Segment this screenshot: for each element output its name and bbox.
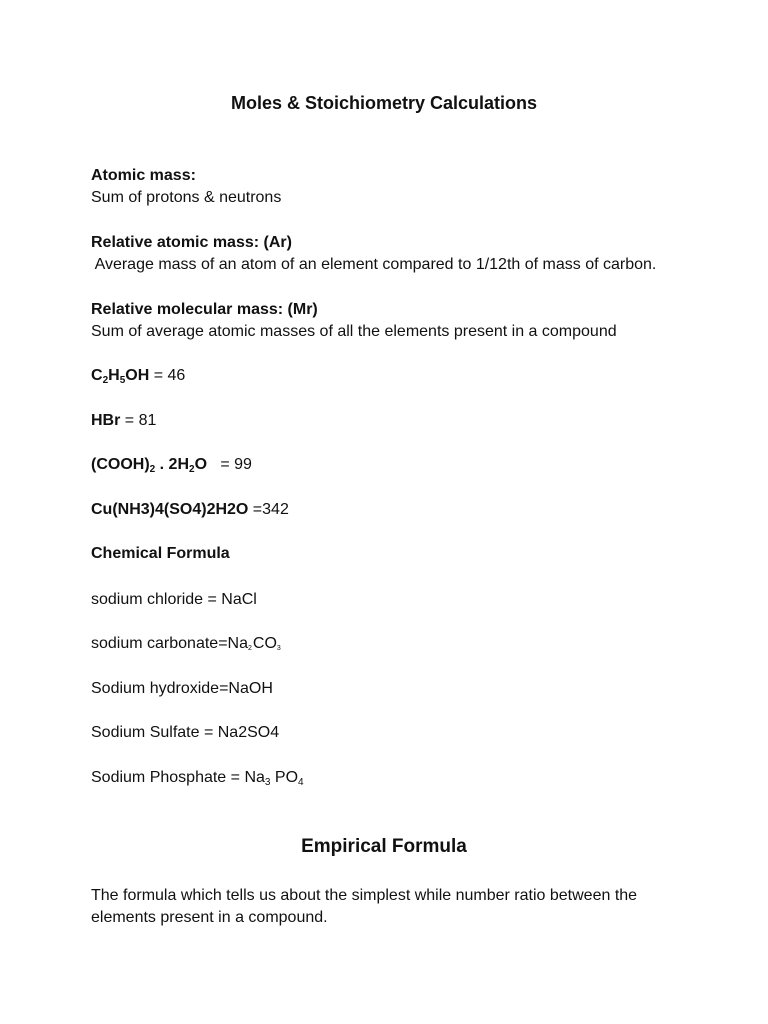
sodium-carbonate-line: sodium $carbonate=Na_2CO_3$	[91, 635, 282, 652]
oxalic-acid-mass-line: $(COOH)_2$ . $2H_2O = 99$	[91, 456, 252, 475]
empirical-formula-text: The formula which tells us about the simplest while number ratio between the elements present in a compound.	[91, 887, 638, 926]
relative-atomic-mass-heading: Relative atomic mass: (Ar)	[91, 234, 292, 251]
atomic-mass-text: Sum of protons & neutrons	[91, 189, 282, 206]
hbr-formula: HBr	[91, 412, 121, 429]
copper-complex-mass-line: Cu(NH3)4(SO4)2H2O =342	[91, 501, 289, 518]
ethanol-mass-line: $C_2H_5OH = 46$	[91, 367, 186, 386]
sodium-chloride-line: sodium chloride = NaCl	[91, 591, 257, 608]
relative-molecular-mass-heading: Relative molecular mass: (Mr)	[91, 301, 318, 318]
page-title: Moles & Stoichiometry Calculations	[230, 93, 538, 113]
empirical-formula-heading: Empirical Formula	[301, 836, 467, 857]
sodium-phosphate-line: Sodium Phosphate = $Na_3$ $PO_4$	[91, 769, 304, 788]
atomic-mass-heading: Atomic mass:	[91, 167, 196, 184]
sodium-hydroxide-line: Sodium hydroxide=NaOH	[91, 680, 273, 697]
oxalic-acid-formula: $(COOH)_2$ . $2H_2O$	[91, 456, 208, 475]
ethanol-formula: $C_2H_5OH$	[91, 367, 150, 386]
relative-atomic-mass-text: Average mass of an atom of an element compared to 1/12th of mass of carbon.	[91, 256, 657, 273]
copper-complex-formula: Cu(NH3)4(SO4)2H2O	[91, 501, 249, 518]
relative-molecular-mass-text: Sum of average atomic masses of all the elements present in a compound	[91, 323, 617, 340]
sodium-sulfate-line: Sodium Sulfate = Na2SO4	[91, 724, 280, 741]
hbr-mass-line: HBr = 81	[91, 412, 157, 429]
chemical-formula-heading: Chemical Formula	[91, 545, 230, 562]
